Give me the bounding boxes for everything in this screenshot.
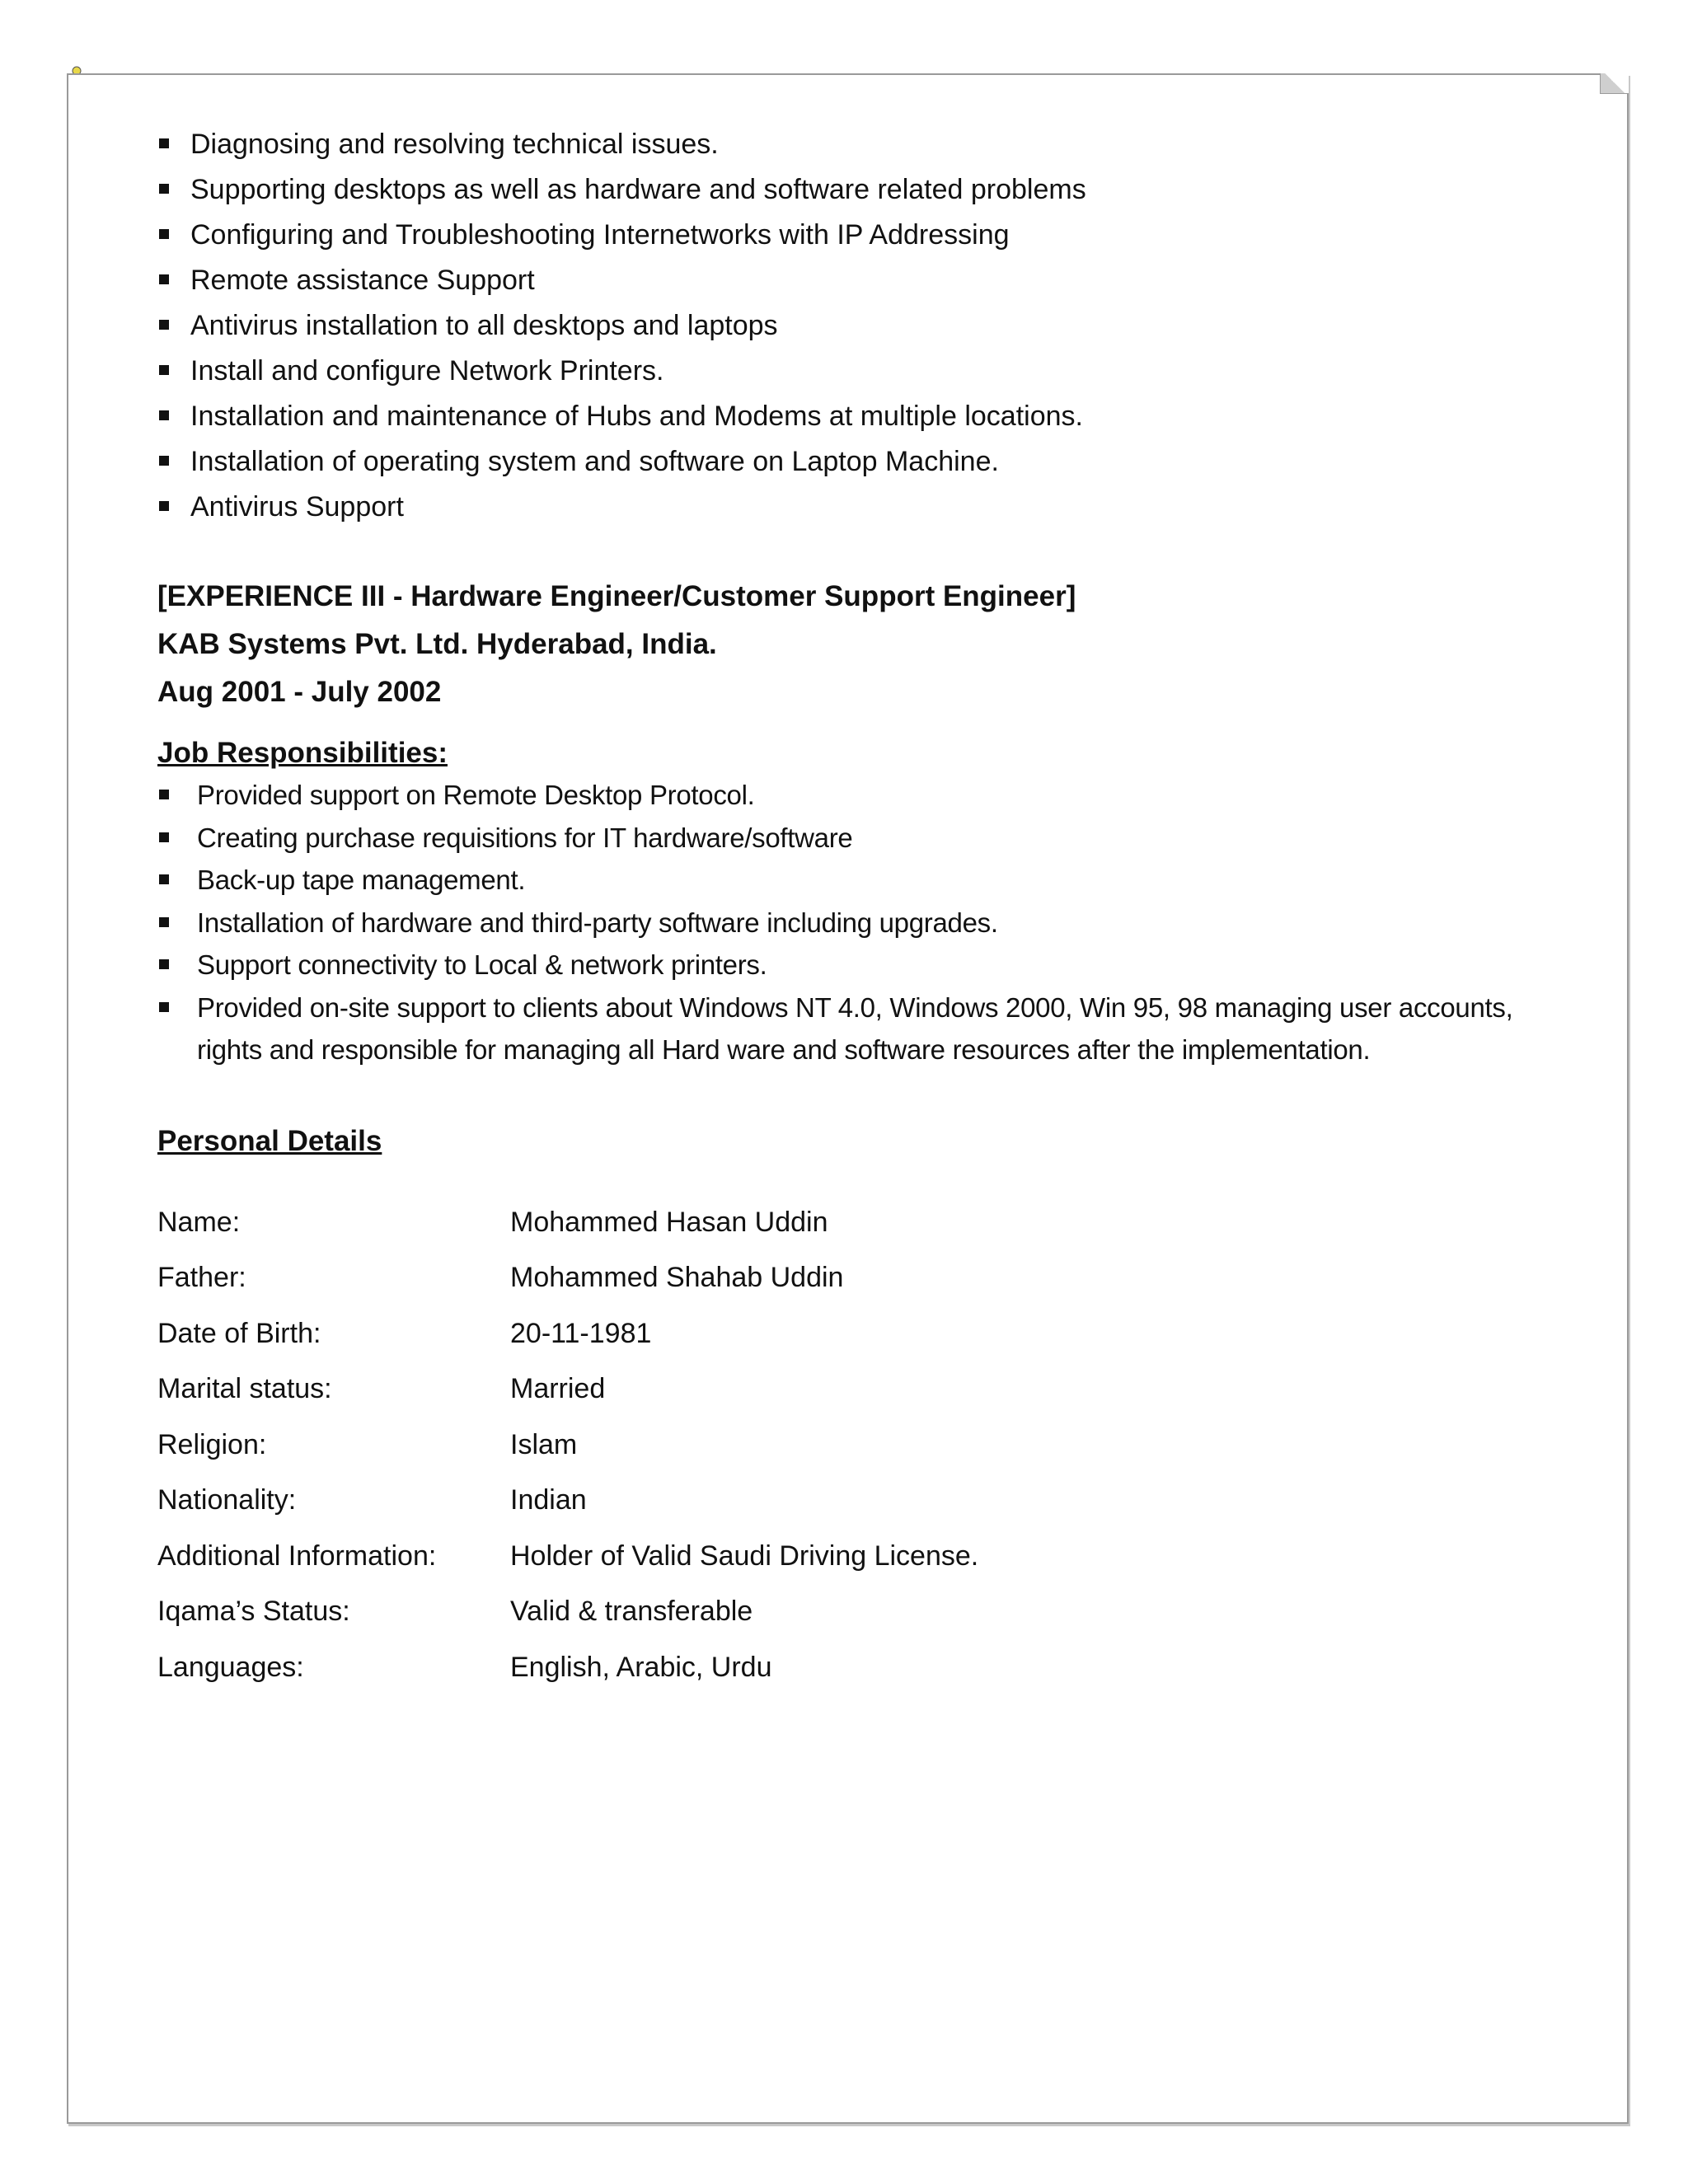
detail-value: Married	[510, 1373, 606, 1405]
resume-content	[157, 122, 1559, 1695]
detail-value: Indian	[510, 1484, 587, 1516]
table-row	[157, 1529, 978, 1585]
list-item: Support connectivity to Local & network printers.	[157, 944, 1559, 987]
skills-bullet-list	[157, 122, 1559, 530]
table-row	[157, 1640, 978, 1696]
detail-value: Valid & transferable	[510, 1596, 753, 1628]
table-row	[157, 1418, 978, 1474]
table-row	[157, 1195, 978, 1251]
personal-details-table	[157, 1195, 978, 1696]
detail-value: Holder of Valid Saudi Driving License.	[510, 1540, 979, 1572]
list-item: Creating purchase requisitions for IT hardware/software	[157, 817, 1559, 860]
list-item: Installation of hardware and third-party software including upgrades.	[157, 902, 1559, 944]
list-item: Provided on-site support to clients about Windows NT 4.0, Windows 2000, Win 95, 98 managing user accounts, rights and responsible for managing all Hard ware and software resources after the implementation.	[157, 987, 1559, 1071]
detail-label: Name:	[157, 1206, 241, 1238]
table-row	[157, 1473, 978, 1529]
detail-label: Father:	[157, 1262, 246, 1294]
detail-label: Additional Information:	[157, 1540, 437, 1572]
responsibilities-list	[157, 774, 1559, 1071]
table-row	[157, 1306, 978, 1362]
detail-value: Mohammed Shahab Uddin	[510, 1262, 844, 1294]
experience-title: [EXPERIENCE III - Hardware Engineer/Customer Support Engineer]	[157, 580, 1076, 612]
detail-value: 20-11-1981	[510, 1317, 652, 1349]
list-item: Provided support on Remote Desktop Protocol.	[157, 774, 1559, 817]
list-item: Installation and maintenance of Hubs and Modems at multiple locations.	[157, 394, 1559, 439]
detail-label: Nationality:	[157, 1484, 297, 1516]
employment-period: Aug 2001 - July 2002	[157, 676, 442, 708]
list-item: Supporting desktops as well as hardware and software related problems	[157, 167, 1559, 213]
detail-value: Mohammed Hasan Uddin	[510, 1206, 828, 1238]
experience-header	[157, 573, 1559, 716]
detail-label: Religion:	[157, 1428, 267, 1460]
list-item: Antivirus installation to all desktops and laptops	[157, 303, 1559, 349]
list-item: Antivirus Support	[157, 485, 1559, 530]
table-row	[157, 1584, 978, 1640]
detail-label: Date of Birth:	[157, 1317, 321, 1349]
detail-value: English, Arabic, Urdu	[510, 1651, 772, 1683]
list-item: Install and configure Network Printers.	[157, 349, 1559, 394]
list-item: Diagnosing and resolving technical issues.	[157, 122, 1559, 167]
job-responsibilities-heading: Job Responsibilities:	[157, 737, 448, 769]
table-row	[157, 1250, 978, 1306]
list-item: Installation of operating system and software on Laptop Machine.	[157, 439, 1559, 485]
list-item: Remote assistance Support	[157, 258, 1559, 303]
page-corner-fold	[1600, 73, 1629, 94]
company-name: KAB Systems Pvt. Ltd. Hyderabad, India.	[157, 628, 717, 660]
list-item: Back-up tape management.	[157, 859, 1559, 902]
list-item: Configuring and Troubleshooting Internetworks with IP Addressing	[157, 213, 1559, 258]
detail-label: Marital status:	[157, 1373, 332, 1405]
table-row	[157, 1361, 978, 1418]
detail-label: Iqama’s Status:	[157, 1596, 350, 1628]
detail-value: Islam	[510, 1428, 578, 1460]
personal-details-heading: Personal Details	[157, 1124, 382, 1157]
detail-label: Languages:	[157, 1651, 304, 1683]
